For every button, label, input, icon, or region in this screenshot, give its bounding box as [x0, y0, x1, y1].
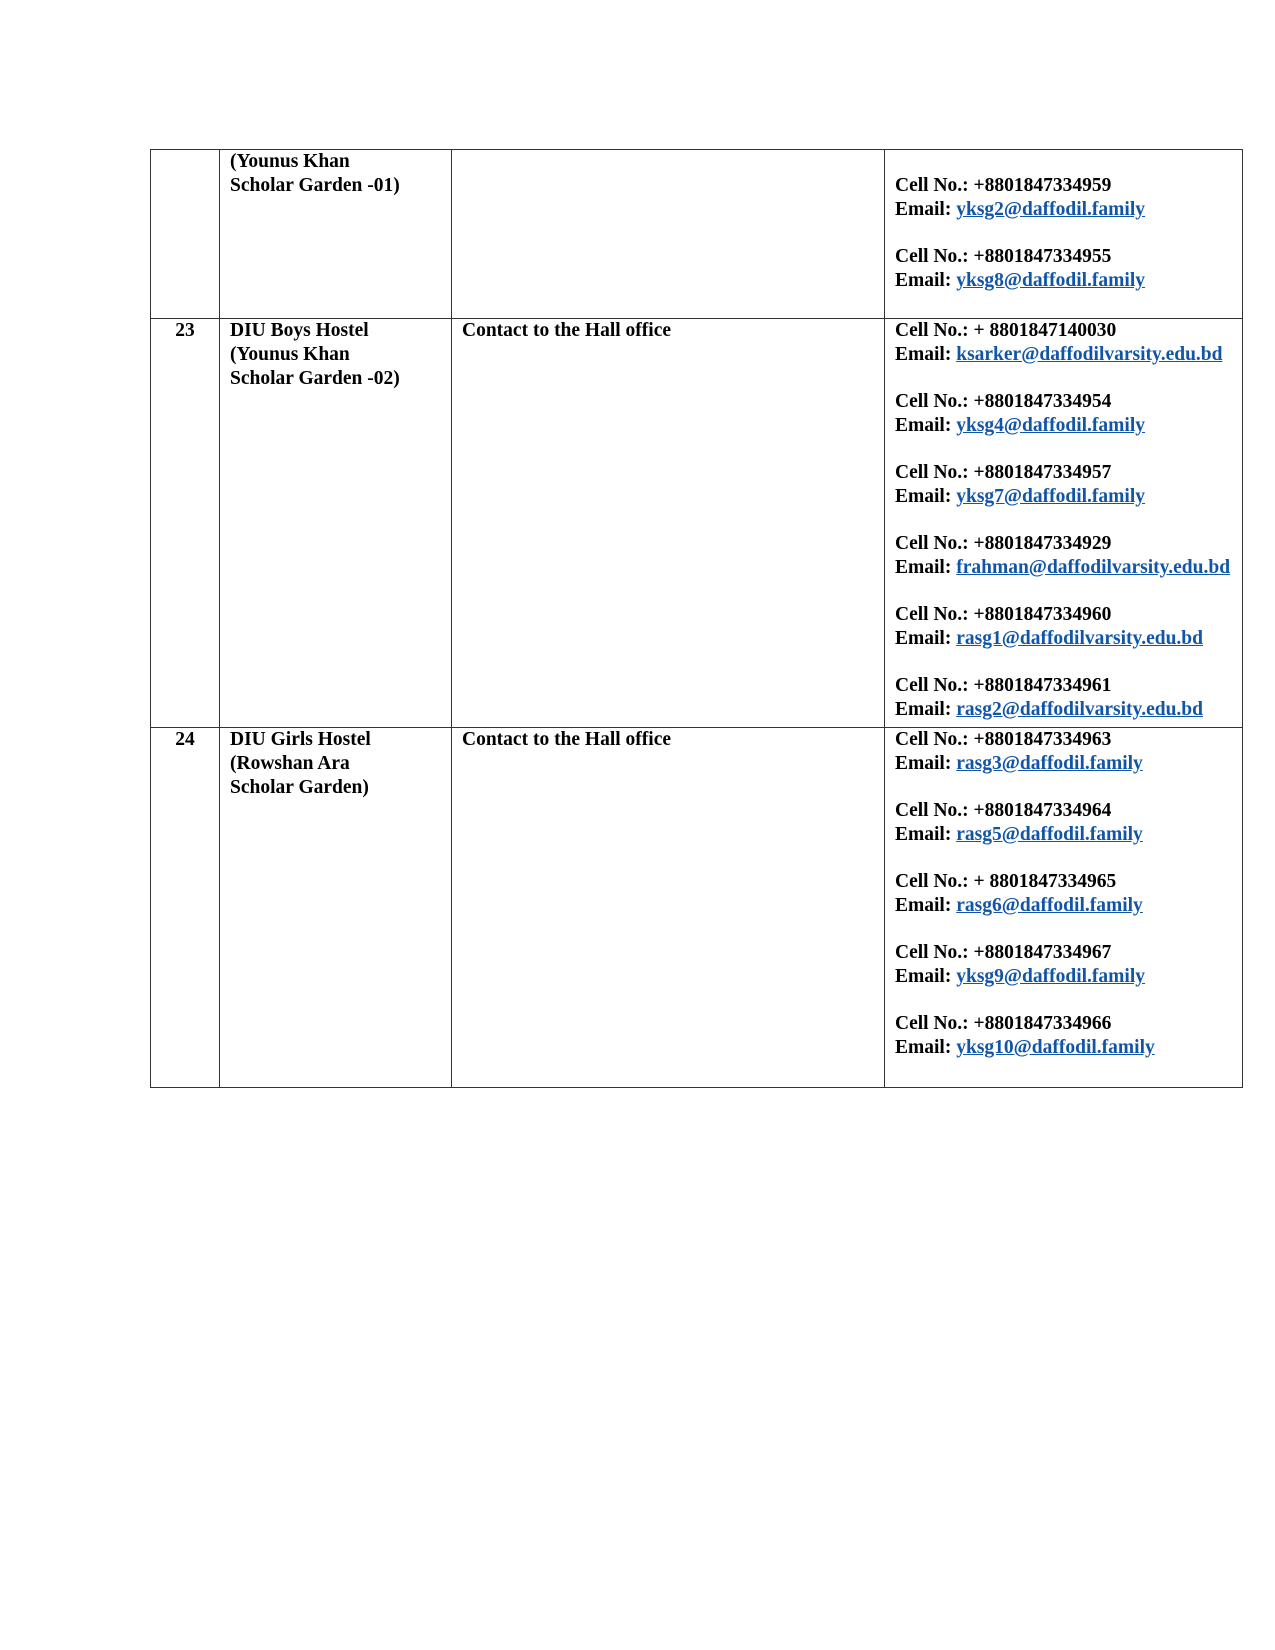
cell-number: +8801847334964: [973, 800, 1112, 821]
hostel-name-cell: [220, 319, 452, 728]
contact-entry: [895, 870, 1232, 918]
email-line: Email: yksg2@daffodil.family: [895, 199, 1146, 220]
email-link[interactable]: yksg4@daffodil.family: [956, 415, 1146, 436]
cell-number: +8801847334960: [973, 604, 1112, 625]
cell-line: Cell No.: +8801847334954: [895, 391, 1112, 412]
hostel-name-cell: [220, 728, 452, 1088]
email-link[interactable]: yksg7@daffodil.family: [956, 486, 1146, 507]
contact-entry: [895, 1012, 1232, 1060]
email-link[interactable]: rasg6@daffodil.family: [956, 895, 1143, 916]
email-link[interactable]: yksg10@daffodil.family: [956, 1037, 1155, 1058]
email-line: Email: yksg8@daffodil.family: [895, 270, 1146, 291]
email-line: Email: yksg4@daffodil.family: [895, 415, 1146, 436]
info-cell: [452, 150, 885, 319]
serial-number-cell: 23: [151, 319, 220, 728]
cell-number: +8801847334961: [973, 675, 1112, 696]
contact-entry: [895, 461, 1232, 509]
hostel-contact-table: [150, 149, 1243, 1088]
cell-line: Cell No.: +8801847334960: [895, 604, 1112, 625]
contact-entry: [895, 674, 1232, 722]
contact-entry: [895, 799, 1232, 847]
cell-number: +8801847334957: [973, 462, 1112, 483]
cell-line: Cell No.: +8801847334955: [895, 246, 1112, 267]
cell-number: +8801847334955: [973, 246, 1112, 267]
serial-number-cell: [151, 150, 220, 319]
email-line: Email: rasg6@daffodil.family: [895, 895, 1143, 916]
cell-number: +8801847334967: [973, 942, 1112, 963]
email-link[interactable]: rasg3@daffodil.family: [956, 753, 1143, 774]
email-link[interactable]: yksg2@daffodil.family: [956, 199, 1146, 220]
table-row: [151, 150, 1243, 319]
contact-entry: [895, 941, 1232, 989]
cell-line: Cell No.: +8801847334966: [895, 1013, 1112, 1034]
email-link[interactable]: frahman@daffodilvarsity.edu.bd: [956, 557, 1231, 578]
contact-entry: [895, 728, 1232, 776]
contact-cell: [885, 150, 1243, 319]
cell-number: + 8801847334965: [973, 871, 1117, 892]
contact-cell: [885, 728, 1243, 1088]
email-line: Email: yksg7@daffodil.family: [895, 486, 1146, 507]
hostel-name-cell: [220, 150, 452, 319]
email-line: Email: ksarker@daffodilvarsity.edu.bd: [895, 344, 1223, 365]
cell-line: Cell No.: +8801847334929: [895, 533, 1112, 554]
contact-entry: [895, 174, 1232, 222]
contact-entry: [895, 319, 1232, 367]
email-link[interactable]: rasg2@daffodilvarsity.edu.bd: [956, 699, 1203, 720]
table-row: [151, 319, 1243, 728]
cell-line: Cell No.: +8801847334963: [895, 729, 1112, 750]
cell-line: Cell No.: + 8801847334965: [895, 871, 1117, 892]
info-cell: Contact to the Hall office: [452, 319, 885, 728]
hostel-name-line: (Younus Khan: [230, 151, 350, 172]
email-line: Email: rasg1@daffodilvarsity.edu.bd: [895, 628, 1203, 649]
email-line: Email: frahman@daffodilvarsity.edu.bd: [895, 557, 1231, 578]
hostel-name-line: (Younus Khan: [230, 344, 350, 365]
hostel-name-line: (Rowshan Ara: [230, 753, 350, 774]
cell-line: Cell No.: +8801847334957: [895, 462, 1112, 483]
cell-number: +8801847334929: [973, 533, 1112, 554]
cell-number: + 8801847140030: [973, 320, 1117, 341]
serial-number-cell: 24: [151, 728, 220, 1088]
email-link[interactable]: rasg5@daffodil.family: [956, 824, 1143, 845]
cell-line: Cell No.: +8801847334959: [895, 175, 1112, 196]
cell-number: +8801847334963: [973, 729, 1112, 750]
contact-entry: [895, 390, 1232, 438]
info-cell: Contact to the Hall office: [452, 728, 885, 1088]
email-link[interactable]: yksg8@daffodil.family: [956, 270, 1146, 291]
email-link[interactable]: ksarker@daffodilvarsity.edu.bd: [956, 344, 1223, 365]
contact-entry: [895, 245, 1232, 293]
email-link[interactable]: rasg1@daffodilvarsity.edu.bd: [956, 628, 1203, 649]
email-link[interactable]: yksg9@daffodil.family: [956, 966, 1146, 987]
cell-number: +8801847334959: [973, 175, 1112, 196]
contact-cell: [885, 319, 1243, 728]
hostel-name-line: DIU Girls Hostel: [230, 729, 371, 750]
hostel-name-line: Scholar Garden -02): [230, 368, 400, 389]
cell-number: +8801847334954: [973, 391, 1112, 412]
hostel-name-line: Scholar Garden -01): [230, 175, 400, 196]
cell-line: Cell No.: + 8801847140030: [895, 320, 1117, 341]
email-line: Email: rasg3@daffodil.family: [895, 753, 1143, 774]
cell-number: +8801847334966: [973, 1013, 1112, 1034]
hostel-name-line: DIU Boys Hostel: [230, 320, 369, 341]
email-line: Email: rasg2@daffodilvarsity.edu.bd: [895, 699, 1203, 720]
contact-entry: [895, 603, 1232, 651]
cell-line: Cell No.: +8801847334964: [895, 800, 1112, 821]
contact-entry: [895, 532, 1232, 580]
email-line: Email: yksg10@daffodil.family: [895, 1037, 1155, 1058]
email-line: Email: rasg5@daffodil.family: [895, 824, 1143, 845]
cell-line: Cell No.: +8801847334967: [895, 942, 1112, 963]
cell-line: Cell No.: +8801847334961: [895, 675, 1112, 696]
hostel-name-line: Scholar Garden): [230, 777, 369, 798]
email-line: Email: yksg9@daffodil.family: [895, 966, 1146, 987]
table-row: [151, 728, 1243, 1088]
